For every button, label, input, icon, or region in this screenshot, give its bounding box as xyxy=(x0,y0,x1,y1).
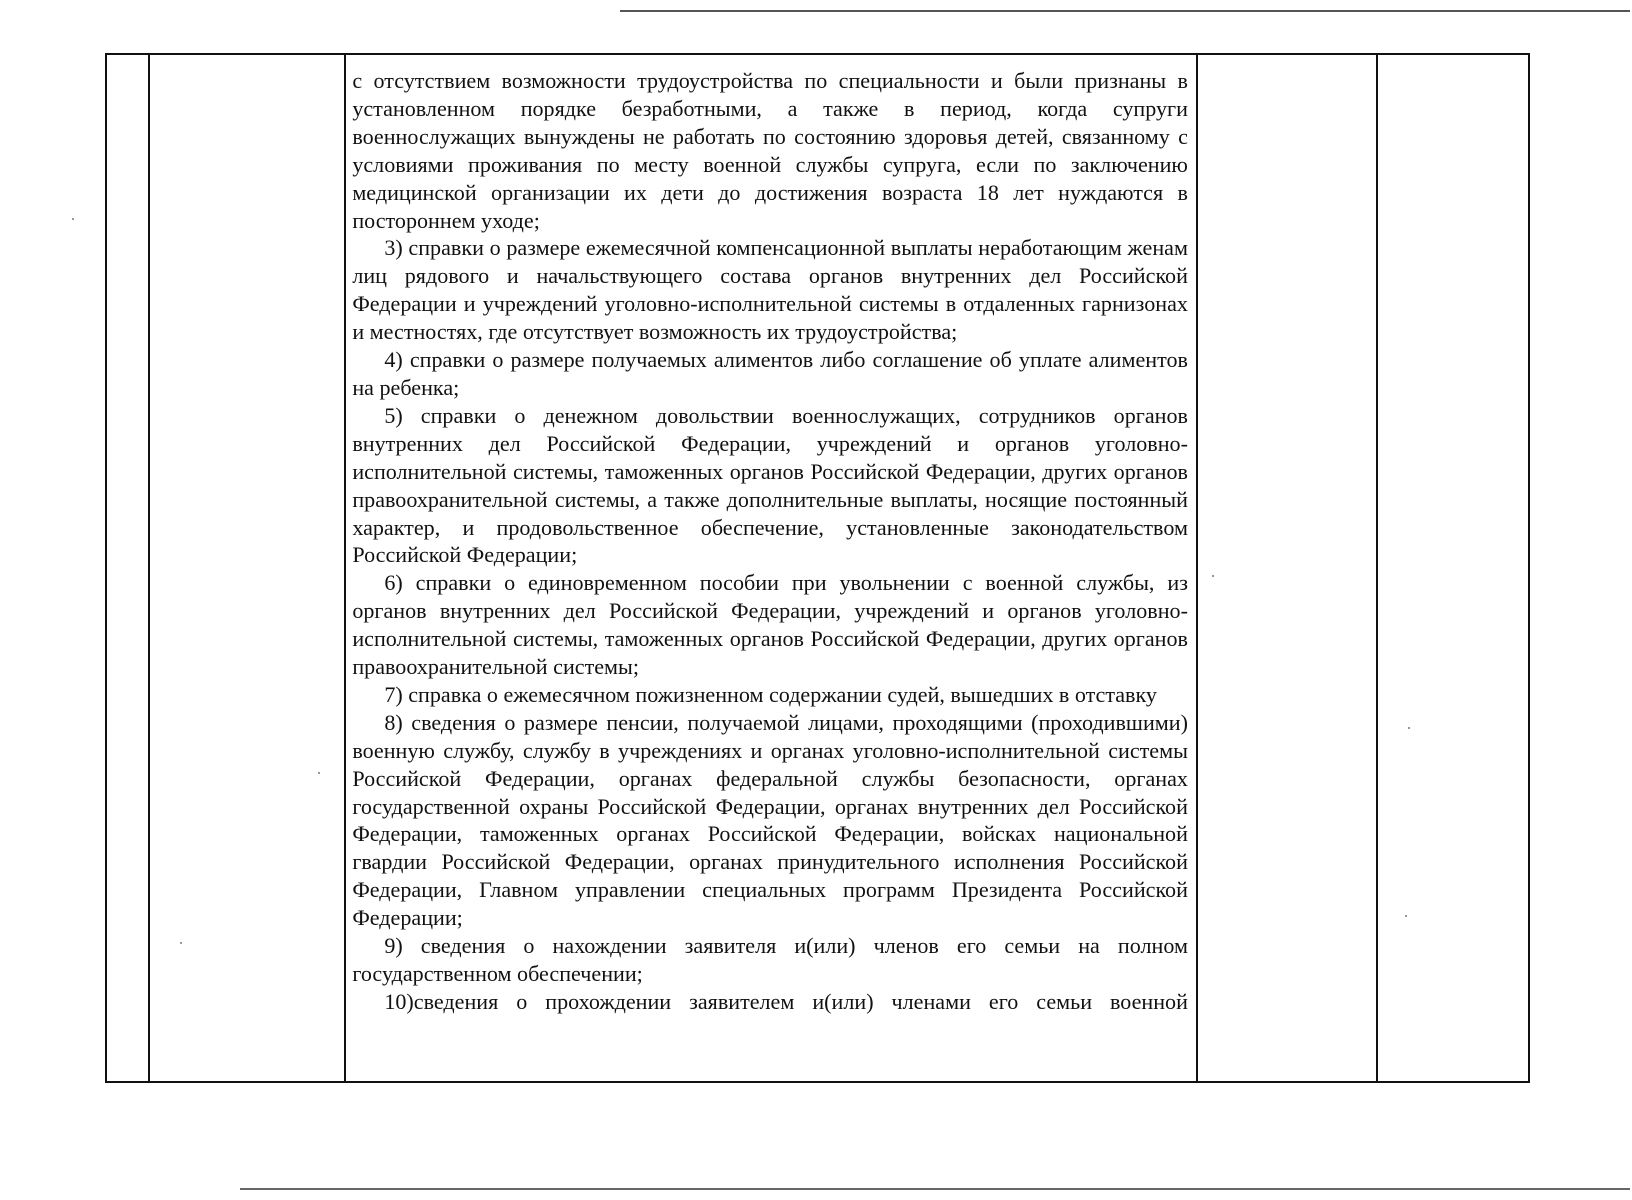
paragraph-item-4: 4) справки о размере получаемых алиментов либо соглашение об уплате алиментов на ребенка; xyxy=(352,347,1188,400)
scan-edge-top xyxy=(620,10,1630,12)
scan-edge-bottom xyxy=(240,1188,1630,1190)
table-column-content xyxy=(346,55,1198,1081)
scan-speck xyxy=(180,942,182,944)
table-column-notes xyxy=(1378,55,1528,1081)
table-column-name xyxy=(150,55,346,1081)
table-column-deadline xyxy=(1198,55,1378,1081)
table-column-number xyxy=(107,55,150,1081)
paragraph-continuation: с отсутствием возможности трудоустройства по специальности и были признаны в установленном порядке безработными, а также в период, когда супруги военнослужащих вынуждены не работать по состоянию здоровья детей, связанному с условиями проживания по месту военной службы супруга, если по заключению медицинской организации их дети до достижения возраста 18 лет нуждаются в постороннем уходе; xyxy=(352,68,1188,233)
paragraph-item-10: 10)сведения о прохождении заявителем и(или) членами его семьи военной xyxy=(384,988,1188,1014)
paragraph-item-8: 8) сведения о размере пенсии, получаемой лицами, проходящими (проходившими) военную службу, службу в учреждениях и органах уголовно-исполнительной системы Российской Федерации, органах федеральной службы безопасности, органах государственной охраны Российской Федерации, органах внутренних дел Российской Федерации, таможенных органах Российской Федерации, войсках национальной гвардии Российской Федерации, органах принудительного исполнения Российской Федерации, Главном управлении специальных программ Президента Российской Федерации; xyxy=(352,709,1188,931)
paragraph-item-9: 9) сведения о нахождении заявителя и(или) членов его семьи на полном государственном обеспечении; xyxy=(352,933,1188,986)
scan-speck xyxy=(1408,727,1410,729)
paragraph-item-5: 5) справки о денежном довольствии военнослужащих, сотрудников органов внутренних дел Российской Федерации, учреждений и органов уголовно-исполнительной системы, таможенных органов Российской Федерации, других органов правоохранительной системы, а также дополнительные выплаты, носящие постоянный характер, и продовольственное обеспечение, установленные законодательством Российской Федерации; xyxy=(352,402,1188,568)
scan-speck xyxy=(318,772,320,774)
scan-speck xyxy=(1212,575,1214,577)
paragraph-item-6: 6) справки о единовременном пособии при увольнении с военной службы, из органов внутренних дел Российской Федерации, учреждений и органов уголовно-исполнительной системы, таможенных органов Российской Федерации, других органов правоохранительной системы; xyxy=(352,570,1188,680)
paragraph-item-3: 3) справки о размере ежемесячной компенсационной выплаты неработающим женам лиц рядового и начальствующего состава органов внутренних дел Российской Федерации и учреждений уголовно-исполнительной системы в отдаленных гарнизонах и местностях, где отсутствует возможность их трудоустройства; xyxy=(352,235,1188,345)
document-table xyxy=(105,53,1530,1083)
scan-speck xyxy=(1405,915,1407,917)
scan-speck xyxy=(72,218,74,220)
paragraph-item-7: 7) справка о ежемесячном пожизненном содержании судей, вышедших в отставку xyxy=(384,681,1157,707)
